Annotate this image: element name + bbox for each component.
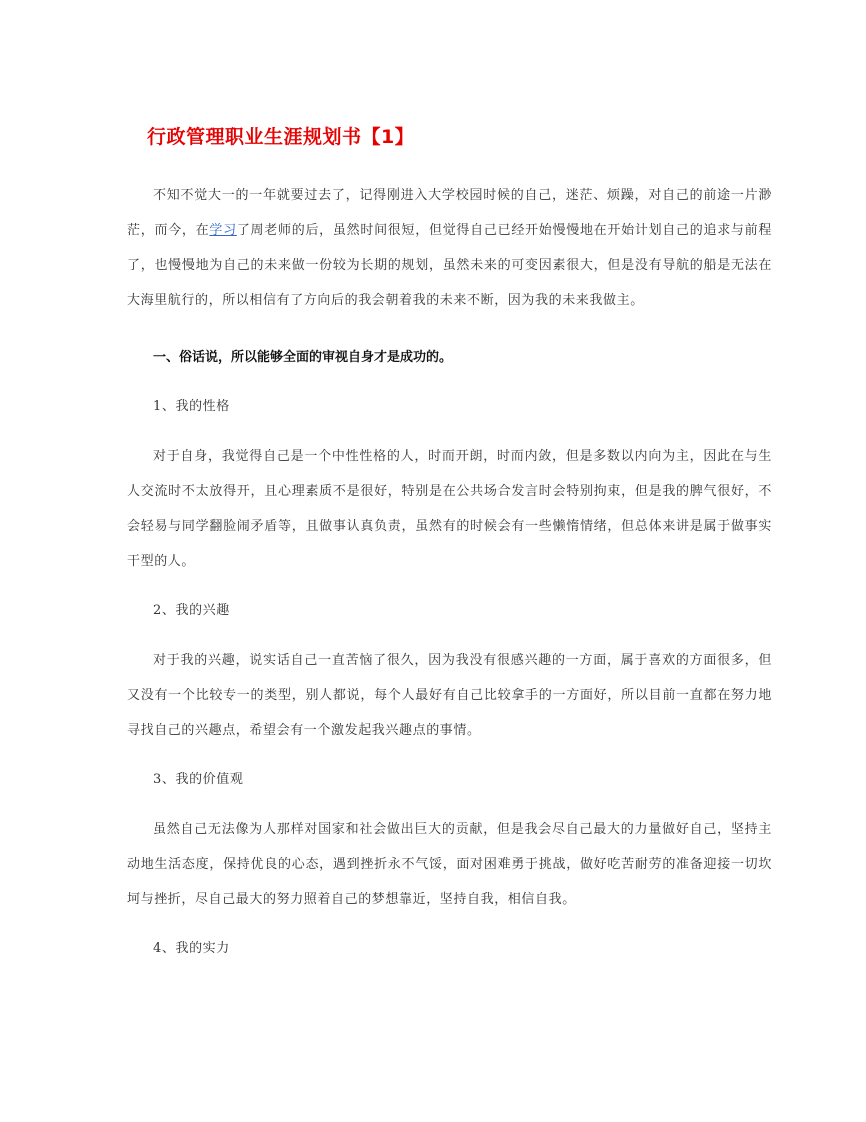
section-heading-1: 一、俗话说，所以能够全面的审视自身才是成功的。 — [153, 350, 453, 365]
subsection-body-values: 虽然自己无法像为人那样对国家和社会做出巨大的贡献，但是我会尽自己最大的力量做好自己，坚持主动地生活态度，保持优良的心态，遇到挫折永不气馁，面对困难勇于挑战，做好吃苦耐劳的准备迎接一切坎坷与挫折，尽自己最大的努力照着自己的梦想靠近，坚持自我，相信自我。 — [127, 822, 772, 907]
subsection-heading-strengths: 4、我的实力 — [153, 941, 230, 956]
subsection-body-interests: 对于我的兴趣，说实话自己一直苦恼了很久，因为我没有很感兴趣的一方面，属于喜欢的方面很多，但又没有一个比较专一的类型，别人都说，每个人最好有自己比较拿手的一方面好，所以目前一直都在努力地寻找自己的兴趣点，希望会有一个激发起我兴趣点的事情。 — [127, 653, 772, 738]
intro-paragraph — [127, 178, 772, 318]
subsection-heading-interests: 2、我的兴趣 — [153, 603, 230, 618]
subsection-heading-values: 3、我的价值观 — [153, 772, 244, 787]
subsection-heading-personality: 1、我的性格 — [153, 399, 230, 414]
subsection-body-personality: 对于自身，我觉得自己是一个中性性格的人，时而开朗，时而内敛，但是多数以内向为主，因此在与生人交流时不太放得开，且心理素质不是很好，特别是在公共场合发言时会特别拘束，但是我的脾气很好，不会轻易与同学翻脸闹矛盾等，且做事认真负责，虽然有的时候会有一些懒惰情绪，但总体来讲是属于做事实干型的人。 — [127, 449, 772, 569]
document-title: 行政管理职业生涯规划书【1】 — [147, 126, 415, 148]
document-content — [127, 124, 772, 966]
intro-text-after-link: 了周老师的后，虽然时间很短，但觉得自己已经开始慢慢地在开始计划自己的追求与前程了，也慢慢地为自己的未来做一份较为长期的规划，虽然未来的可变因素很大，但是没有导航的船是无法在大海里航行的，所以相信有了方向后的我会朝着我的未来不断，因为我的未来我做主。 — [127, 223, 772, 308]
intro-text-before-link: 不知不觉大一的一年就要过去了，记得刚进入大学校园时候的自己，迷茫、烦躁，对自己的前途一片渺茫，而今，在 — [127, 188, 772, 238]
study-link[interactable]: 学习 — [209, 223, 237, 238]
